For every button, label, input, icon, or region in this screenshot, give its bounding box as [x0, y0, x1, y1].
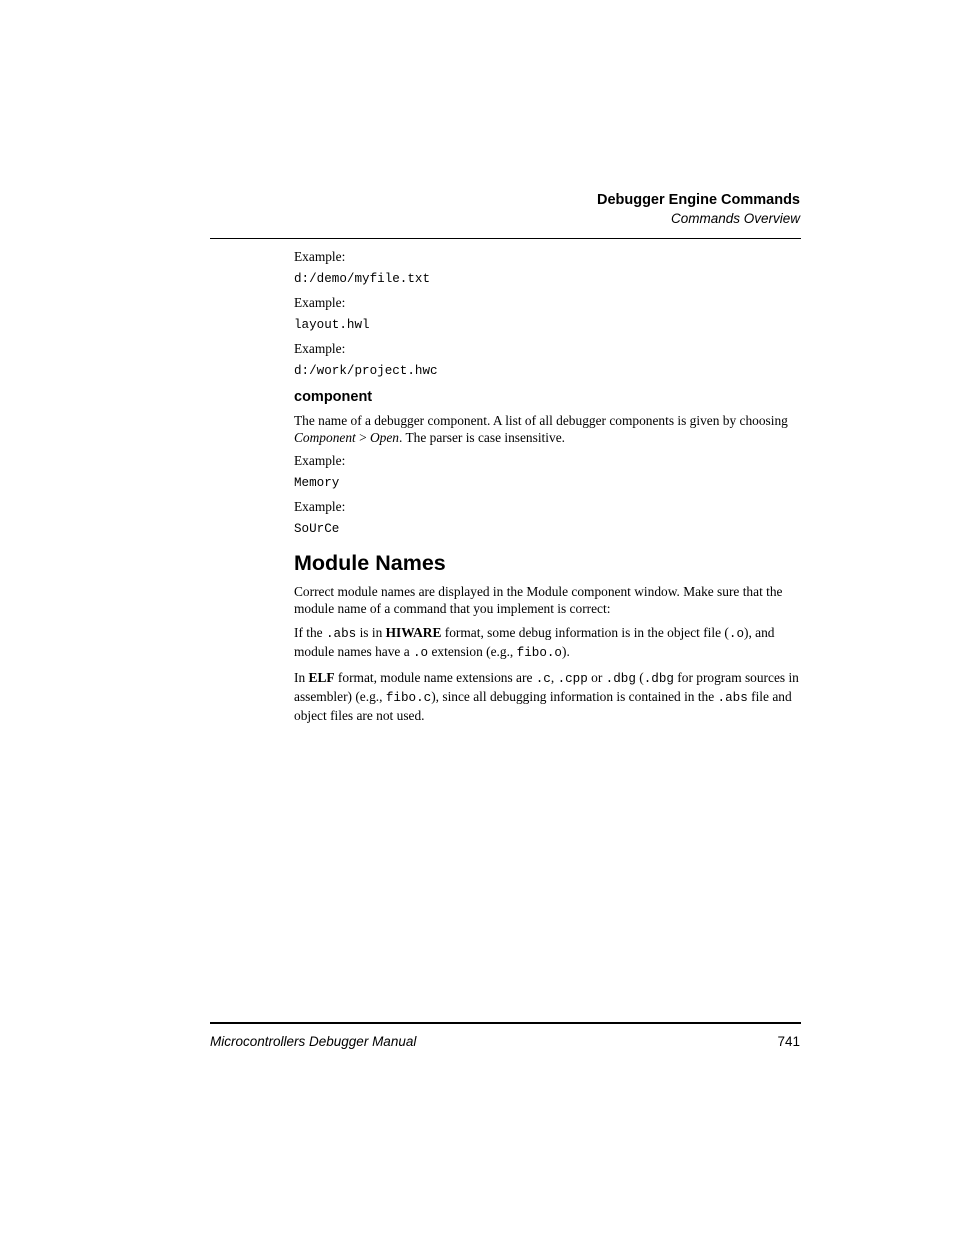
header-divider [210, 238, 801, 239]
page-number: 741 [777, 1034, 800, 1049]
module-names-paragraph: Correct module names are displayed in the Module component window. Make sure that the module name of a command that you implement is correct: [294, 584, 783, 616]
example-code: d:/work/project.hwc [294, 364, 438, 378]
example-code: Memory [294, 476, 340, 490]
module-names-heading: Module Names [294, 551, 446, 575]
example-label: Example: [294, 453, 346, 468]
component-description: The name of a debugger component. A list of all debugger components is given by choosing Component > Open. The parser is case insensitive. [294, 413, 788, 445]
example-label: Example: [294, 295, 346, 310]
manual-title: Microcontrollers Debugger Manual [210, 1034, 417, 1049]
section-subtitle: Commands Overview [670, 211, 800, 226]
example-label: Example: [294, 249, 346, 264]
footer-divider [210, 1022, 801, 1024]
example-code: SoUrCe [294, 522, 340, 536]
hiware-paragraph: If the .abs is in HIWARE format, some debug information is in the object file (.o), and module names have a .o extension (e.g., fibo.o). [294, 625, 775, 660]
elf-paragraph: In ELF format, module name extensions are .c, .cpp or .dbg (.dbg for program sources in assembler) (e.g., fibo.c), since all debugging information is contained in the .abs file and object files are not used. [294, 670, 799, 723]
example-label: Example: [294, 341, 346, 356]
example-code: d:/demo/myfile.txt [294, 272, 431, 286]
component-heading: component [294, 389, 373, 405]
example-label: Example: [294, 499, 346, 514]
chapter-title: Debugger Engine Commands [596, 192, 800, 208]
example-code: layout.hwl [294, 318, 370, 332]
page-body [294, 248, 802, 724]
